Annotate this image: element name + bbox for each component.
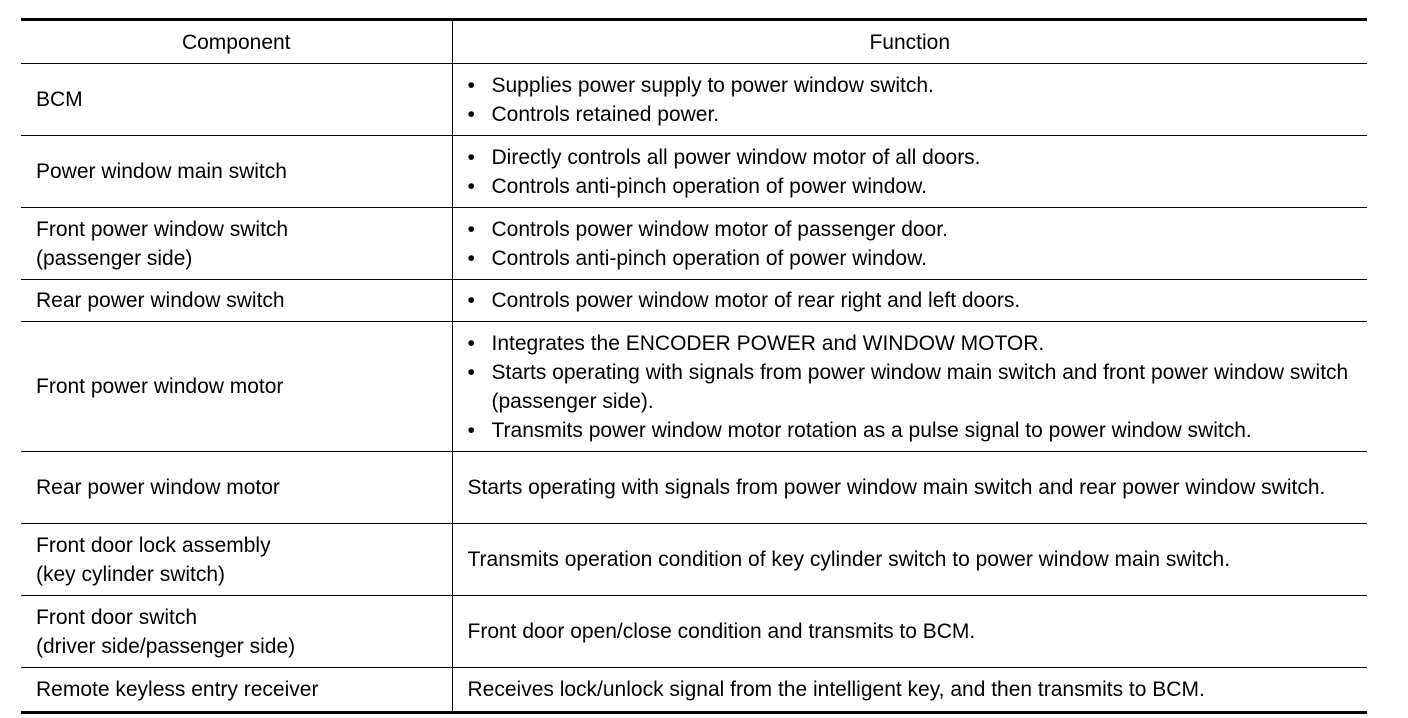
table-row: [21, 136, 1367, 208]
function-bullet: • Controls power window motor of rear right and left doors.: [468, 286, 1358, 315]
function-list: [468, 286, 1358, 315]
component-qualifier: (driver side/passenger side): [36, 634, 296, 658]
table-row: [21, 524, 1367, 596]
table-row: [21, 322, 1367, 452]
function-list: [468, 215, 1358, 273]
table-row: [21, 452, 1367, 524]
function-list: [468, 143, 1358, 201]
function-bullet: • Directly controls all power window motor of all doors.: [468, 143, 1358, 172]
component-qualifier: (key cylinder switch): [36, 562, 226, 586]
function-cell: [452, 280, 1367, 322]
header-component: Component: [21, 20, 452, 64]
function-bullet: • Controls anti-pinch operation of power window.: [468, 172, 1358, 201]
component-cell: [21, 208, 452, 280]
table-row: [21, 208, 1367, 280]
function-cell: [452, 136, 1367, 208]
table-row: [21, 596, 1367, 668]
function-bullet: • Controls anti-pinch operation of power window.: [468, 244, 1358, 273]
function-bullet: • Supplies power supply to power window switch.: [468, 71, 1358, 100]
header-function: Function: [452, 20, 1367, 64]
function-bullet: • Controls retained power.: [468, 100, 1358, 129]
component-name: Front door switch: [36, 605, 198, 629]
component-cell: [21, 596, 452, 668]
component-name: Rear power window motor: [36, 476, 280, 499]
table-header-row: [21, 20, 1367, 64]
function-bullet: • Controls power window motor of passenger door.: [468, 215, 1358, 244]
component-cell: [21, 136, 452, 208]
component-name: Front power window motor: [36, 375, 284, 398]
component-name: Remote keyless entry receiver: [36, 678, 319, 701]
component-cell: [21, 64, 452, 136]
function-cell: Receives lock/unlock signal from the intelligent key, and then transmits to BCM.: [452, 668, 1367, 713]
component-qualifier: (passenger side): [36, 246, 193, 270]
table-row: [21, 280, 1367, 322]
function-cell: [452, 208, 1367, 280]
function-bullet: • Integrates the ENCODER POWER and WINDOW MOTOR.: [468, 329, 1358, 358]
component-cell: [21, 668, 452, 713]
function-list: [468, 71, 1358, 129]
function-cell: [452, 64, 1367, 136]
function-list: [468, 329, 1358, 445]
function-cell: Transmits operation condition of key cylinder switch to power window main switch.: [452, 524, 1367, 596]
component-cell: [21, 322, 452, 452]
function-bullet: • Transmits power window motor rotation as a pulse signal to power window switch.: [468, 416, 1358, 445]
component-name: Front power window switch: [36, 217, 289, 241]
function-cell: Front door open/close condition and transmits to BCM.: [452, 596, 1367, 668]
component-cell: [21, 452, 452, 524]
function-bullet: • Starts operating with signals from power window main switch and front power window switch (passenger side).: [468, 358, 1358, 416]
component-function-table: [21, 18, 1367, 714]
component-cell: [21, 280, 452, 322]
component-name: Power window main switch: [36, 160, 287, 183]
table-row: [21, 668, 1367, 713]
function-cell: [452, 322, 1367, 452]
component-name: Front door lock assembly: [36, 533, 271, 557]
function-cell: Starts operating with signals from power window main switch and rear power window switch.: [452, 452, 1367, 524]
table-row: [21, 64, 1367, 136]
component-cell: [21, 524, 452, 596]
component-name: BCM: [36, 88, 83, 111]
component-name: Rear power window switch: [36, 289, 285, 312]
